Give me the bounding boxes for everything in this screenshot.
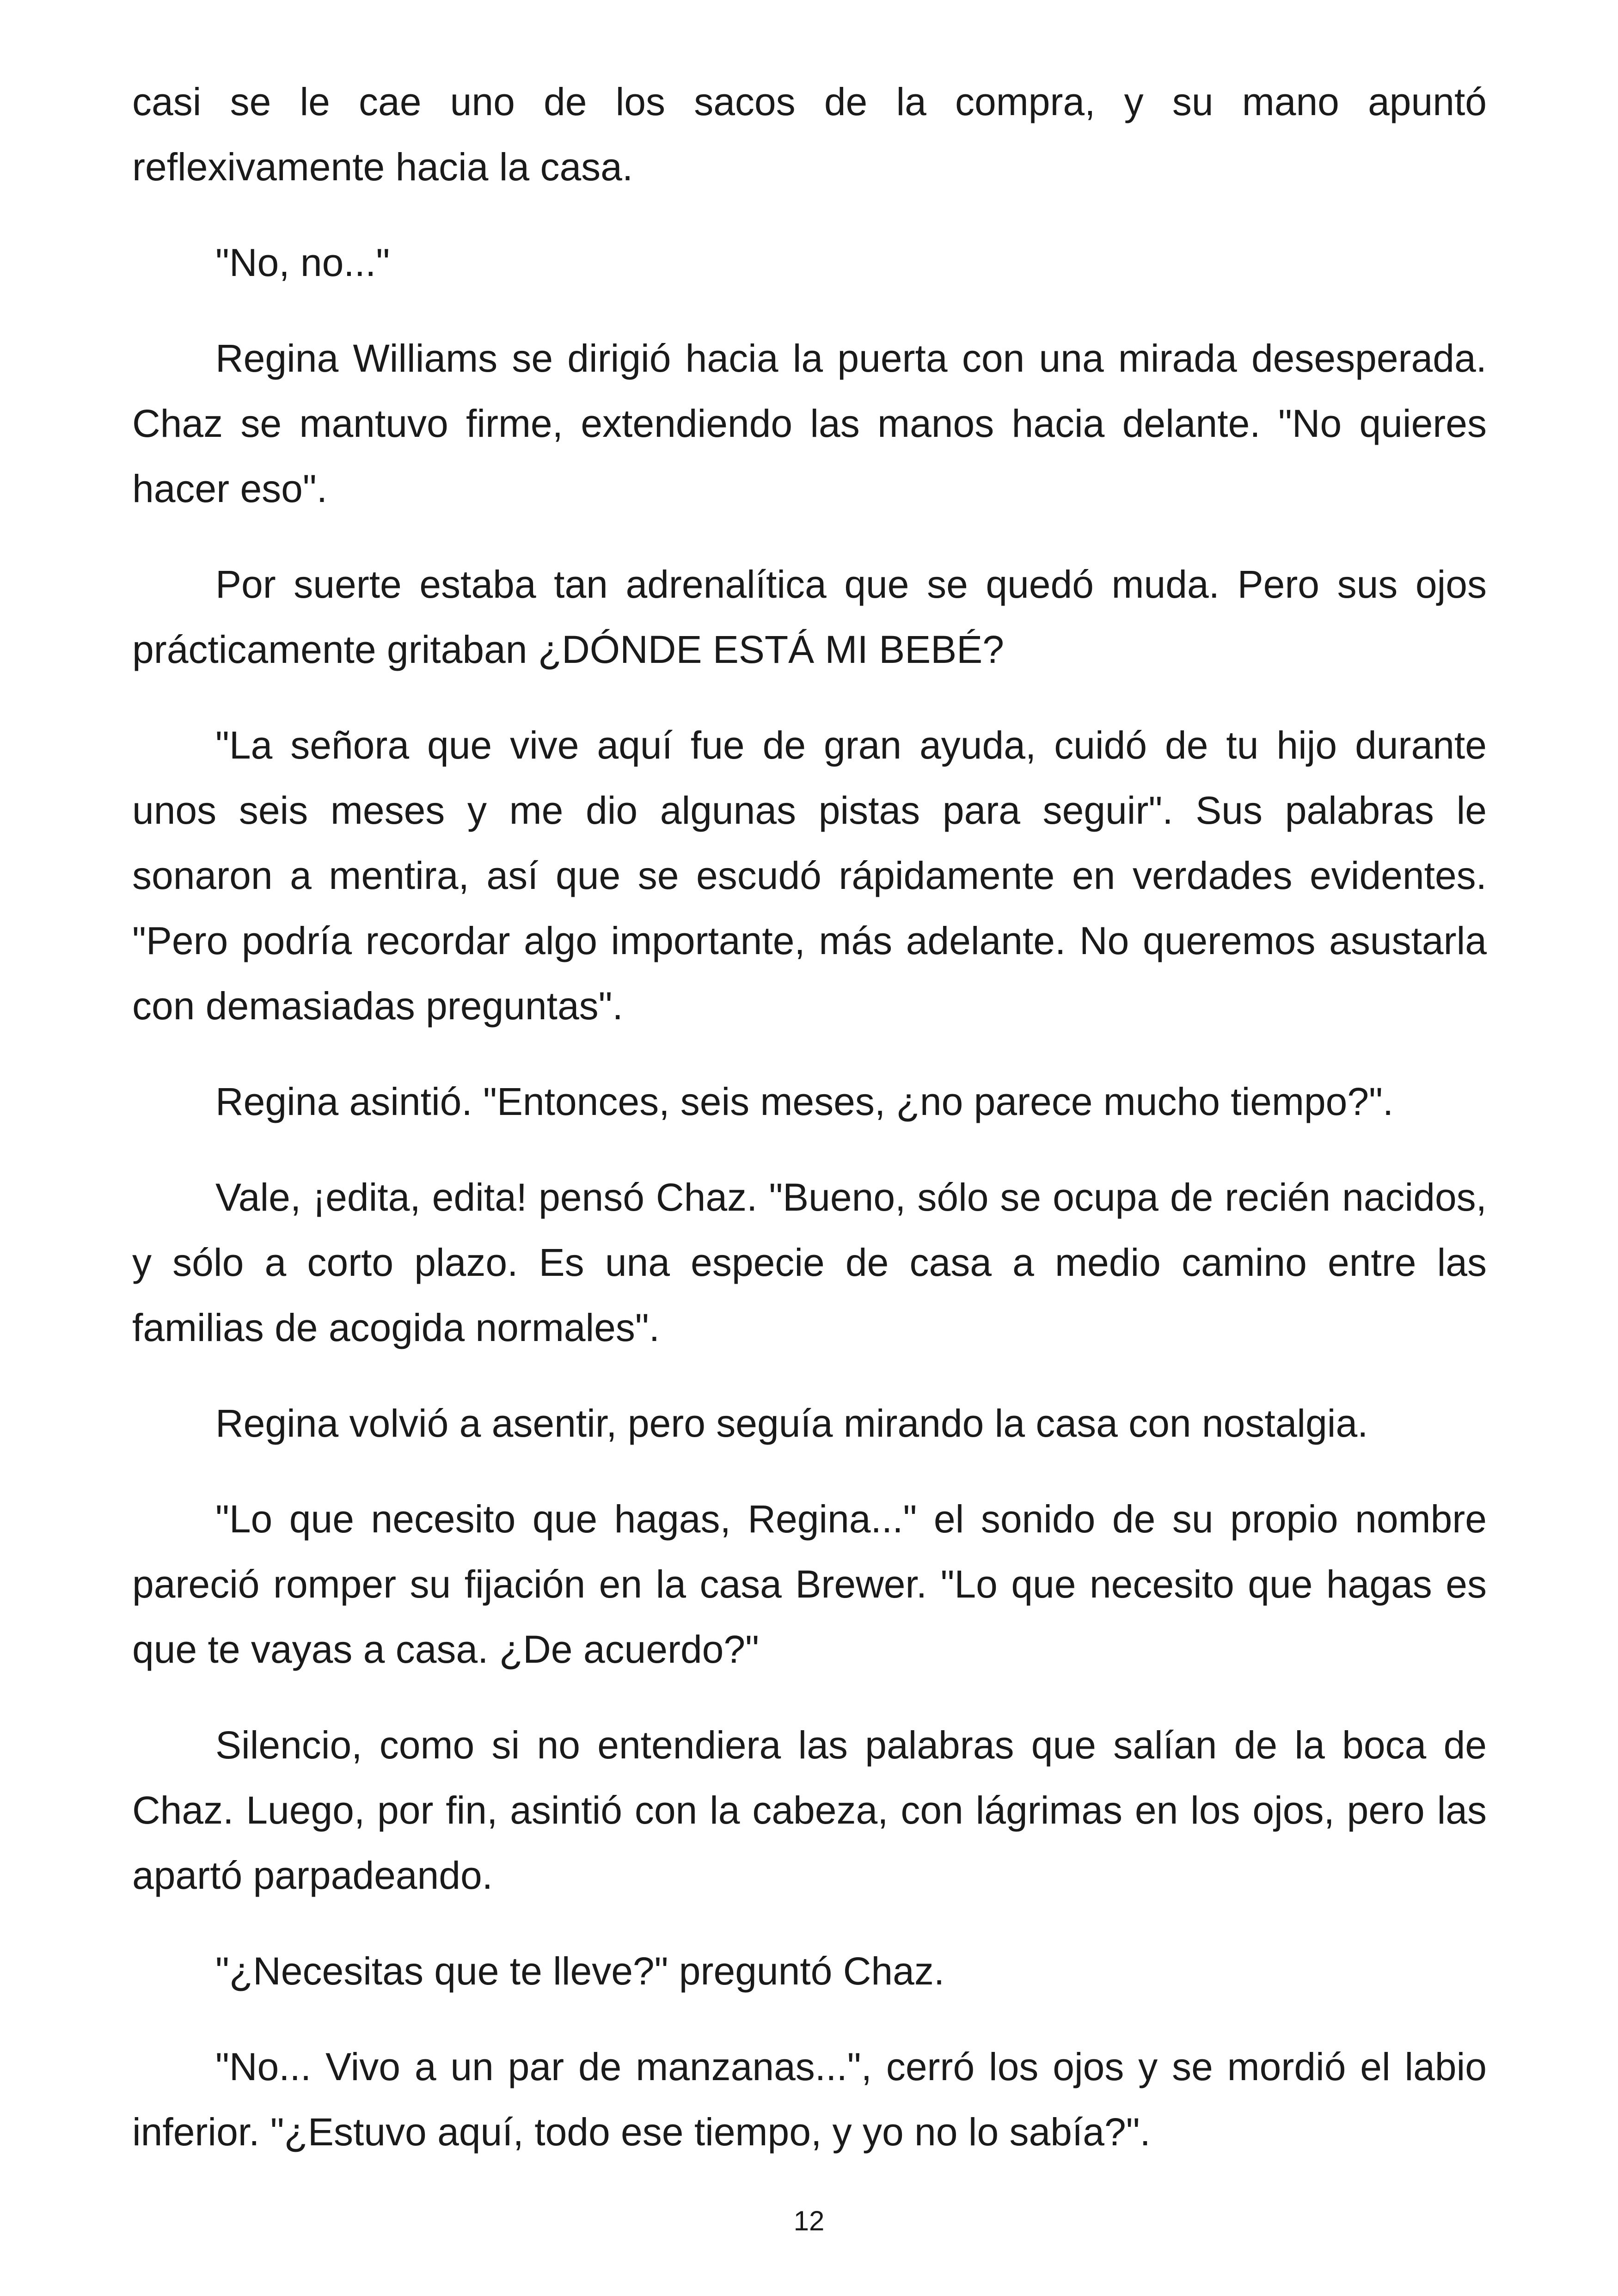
paragraph: Regina asintió. "Entonces, seis meses, ¿no parece mucho tiempo?". bbox=[215, 1080, 1394, 1123]
page-number: 12 bbox=[793, 2205, 825, 2236]
paragraph: "¿Necesitas que te lleve?" preguntó Chaz. bbox=[215, 1949, 945, 1993]
paragraph: casi se le cae uno de los sacos de la compra, y su mano apuntó reflexivamente hacia la casa. bbox=[132, 80, 1487, 189]
paragraph: "La señora que vive aquí fue de gran ayuda, cuidó de tu hijo durante unos seis meses y me dio algunas pistas para seguir". Sus palabras le sonaron a mentira, así que se escudó rápidamente en verdades evidentes. "Pero podría recordar algo importante, más adelante. No queremos asustarla con demasiadas preguntas". bbox=[132, 723, 1487, 1028]
paragraph: Por suerte estaba tan adrenalítica que se quedó muda. Pero sus ojos prácticamente gritaban ¿DÓNDE ESTÁ MI BEBÉ? bbox=[132, 563, 1487, 671]
paragraph: "No, no..." bbox=[215, 241, 390, 284]
paragraph: "Lo que necesito que hagas, Regina..." el sonido de su propio nombre pareció romper su fijación en la casa Brewer. "Lo que necesito que hagas es que te vayas a casa. ¿De acuerdo?" bbox=[132, 1497, 1487, 1671]
paragraph: Vale, ¡edita, edita! pensó Chaz. "Bueno, sólo se ocupa de recién nacidos, y sólo a corto plazo. Es una especie de casa a medio camino entre las familias de acogida normales". bbox=[132, 1176, 1487, 1349]
body-text bbox=[132, 69, 1487, 2195]
paragraph: Silencio, como si no entendiera las palabras que salían de la boca de Chaz. Luego, por fin, asintió con la cabeza, con lágrimas en los ojos, pero las apartó parpadeando. bbox=[132, 1723, 1487, 1897]
paragraph: Regina Williams se dirigió hacia la puerta con una mirada desesperada. Chaz se mantuvo firme, extendiendo las manos hacia delante. "No quieres hacer eso". bbox=[132, 337, 1487, 510]
paragraph: Regina volvió a asentir, pero seguía mirando la casa con nostalgia. bbox=[215, 1402, 1368, 1445]
paragraph: "No... Vivo a un par de manzanas...", cerró los ojos y se mordió el labio inferior. "¿Estuvo aquí, todo ese tiempo, y yo no lo sabía?". bbox=[132, 2045, 1487, 2154]
